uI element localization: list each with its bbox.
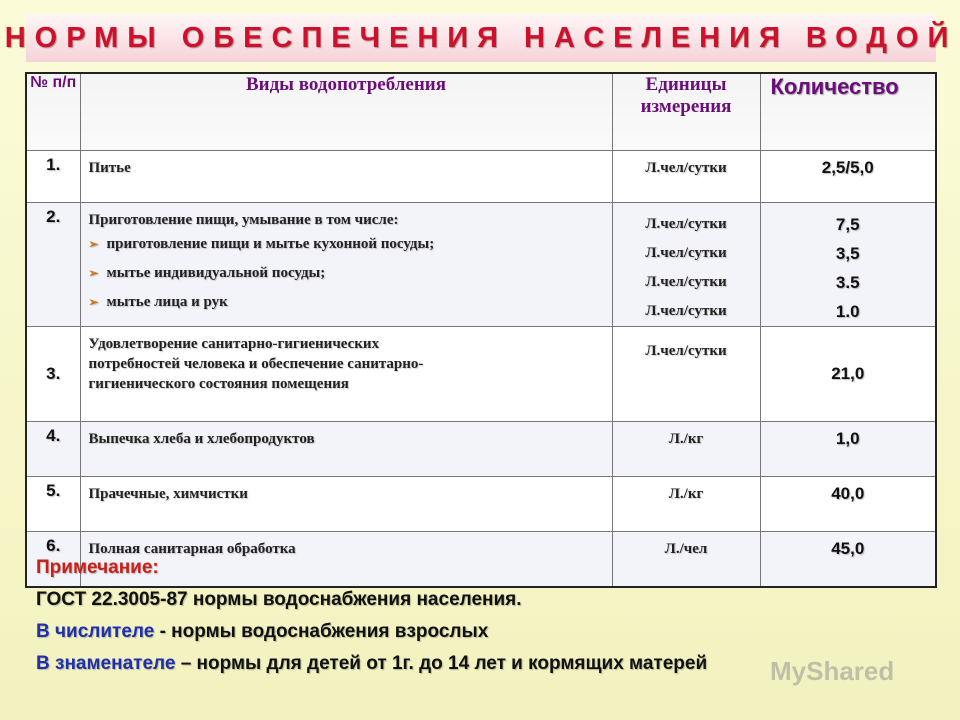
row-quantity: 40,0: [760, 477, 936, 532]
row-quantity-group: [760, 203, 936, 327]
arrow-bullet-icon: ➢: [88, 266, 99, 280]
sub-unit: Л.чел/сутки: [645, 274, 727, 290]
sub-item-label: мытье лица и рук: [106, 294, 228, 310]
row-number: 5.: [26, 477, 80, 532]
row-type: Прачечные, химчистки: [80, 477, 612, 532]
numerator-label: В числителе: [36, 621, 155, 642]
row-type: Выпечка хлеба и хлебопродуктов: [80, 422, 612, 477]
title-banner: [4, 14, 958, 62]
header-units: Единицы измерения: [612, 73, 760, 151]
table-row: [26, 327, 936, 422]
row-type: Удовлетворение санитарно-гигиенических потребностей человека и обеспечение санитарно-гигиенического состояния помещения: [80, 327, 612, 422]
arrow-bullet-icon: ➢: [88, 295, 99, 309]
notes-title: Примечание:: [36, 557, 159, 578]
sub-quantity: 1.0: [835, 302, 860, 321]
row-unit-group: [612, 203, 760, 327]
row-number: 1.: [26, 151, 80, 203]
watermark-logo: MyShared: [770, 656, 895, 686]
row-type: Приготовление пищи, умывание в том числе:: [88, 212, 399, 228]
row-quantity: 45,0: [760, 532, 936, 588]
row-quantity: 1,0: [760, 422, 936, 477]
denominator-note: [36, 648, 707, 680]
row-type: Полная санитарная обработка: [80, 532, 612, 588]
row-number: 3.: [26, 327, 80, 422]
notes-section: [36, 552, 707, 680]
numerator-text: - нормы водоснабжения взрослых: [154, 621, 489, 642]
denominator-text: – нормы для детей от 1г. до 14 лет и кормящих матерей: [175, 653, 708, 674]
row-number: 4.: [26, 422, 80, 477]
row-unit: Л./чел: [612, 532, 760, 588]
denominator-label: В знаменателе: [36, 653, 176, 674]
list-item: [89, 230, 606, 259]
row-number: 6.: [26, 532, 80, 588]
row-type: Питье: [80, 151, 612, 203]
water-norms-table: [25, 72, 937, 588]
header-number: № п/п: [26, 73, 80, 151]
table-header-row: [26, 73, 936, 151]
row-quantity: 2,5/5,0: [760, 151, 936, 203]
sub-quantity: 3.5: [835, 273, 860, 292]
row-unit: Л./кг: [612, 422, 760, 477]
list-item: [89, 288, 606, 317]
sub-unit: Л.чел/сутки: [645, 245, 727, 261]
arrow-bullet-icon: ➢: [88, 237, 99, 251]
sub-unit: Л.чел/сутки: [645, 303, 727, 319]
row-unit: Л.чел/сутки: [612, 327, 760, 422]
gost-note: ГОСТ 22.3005-87 нормы водоснабжения населения.: [36, 589, 522, 610]
sub-item-label: приготовление пищи и мытье кухонной посуды;: [106, 236, 435, 252]
row-quantity: 21,0: [760, 327, 936, 422]
header-quantity: Количество: [760, 73, 936, 151]
list-item: [89, 259, 606, 288]
table-row: [26, 477, 936, 532]
row-number: 2.: [26, 203, 80, 327]
numerator-note: [36, 616, 707, 648]
row-unit: Л.чел/сутки: [645, 216, 727, 232]
table-row: [26, 422, 936, 477]
row-type-group: [80, 203, 612, 327]
row-unit: Л.чел/сутки: [612, 151, 760, 203]
row-quantity: 7,5: [835, 215, 860, 234]
row-unit: Л./кг: [612, 477, 760, 532]
sub-item-label: мытье индивидуальной посуды;: [106, 265, 326, 281]
table-row: [26, 203, 936, 327]
sub-quantity: 3,5: [835, 244, 860, 263]
header-consumption-type: Виды водопотребления: [80, 73, 612, 151]
table-row: [26, 151, 936, 203]
page-title: НОРМЫ ОБЕСПЕЧЕНИЯ НАСЕЛЕНИЯ ВОДОЙ: [4, 21, 958, 54]
